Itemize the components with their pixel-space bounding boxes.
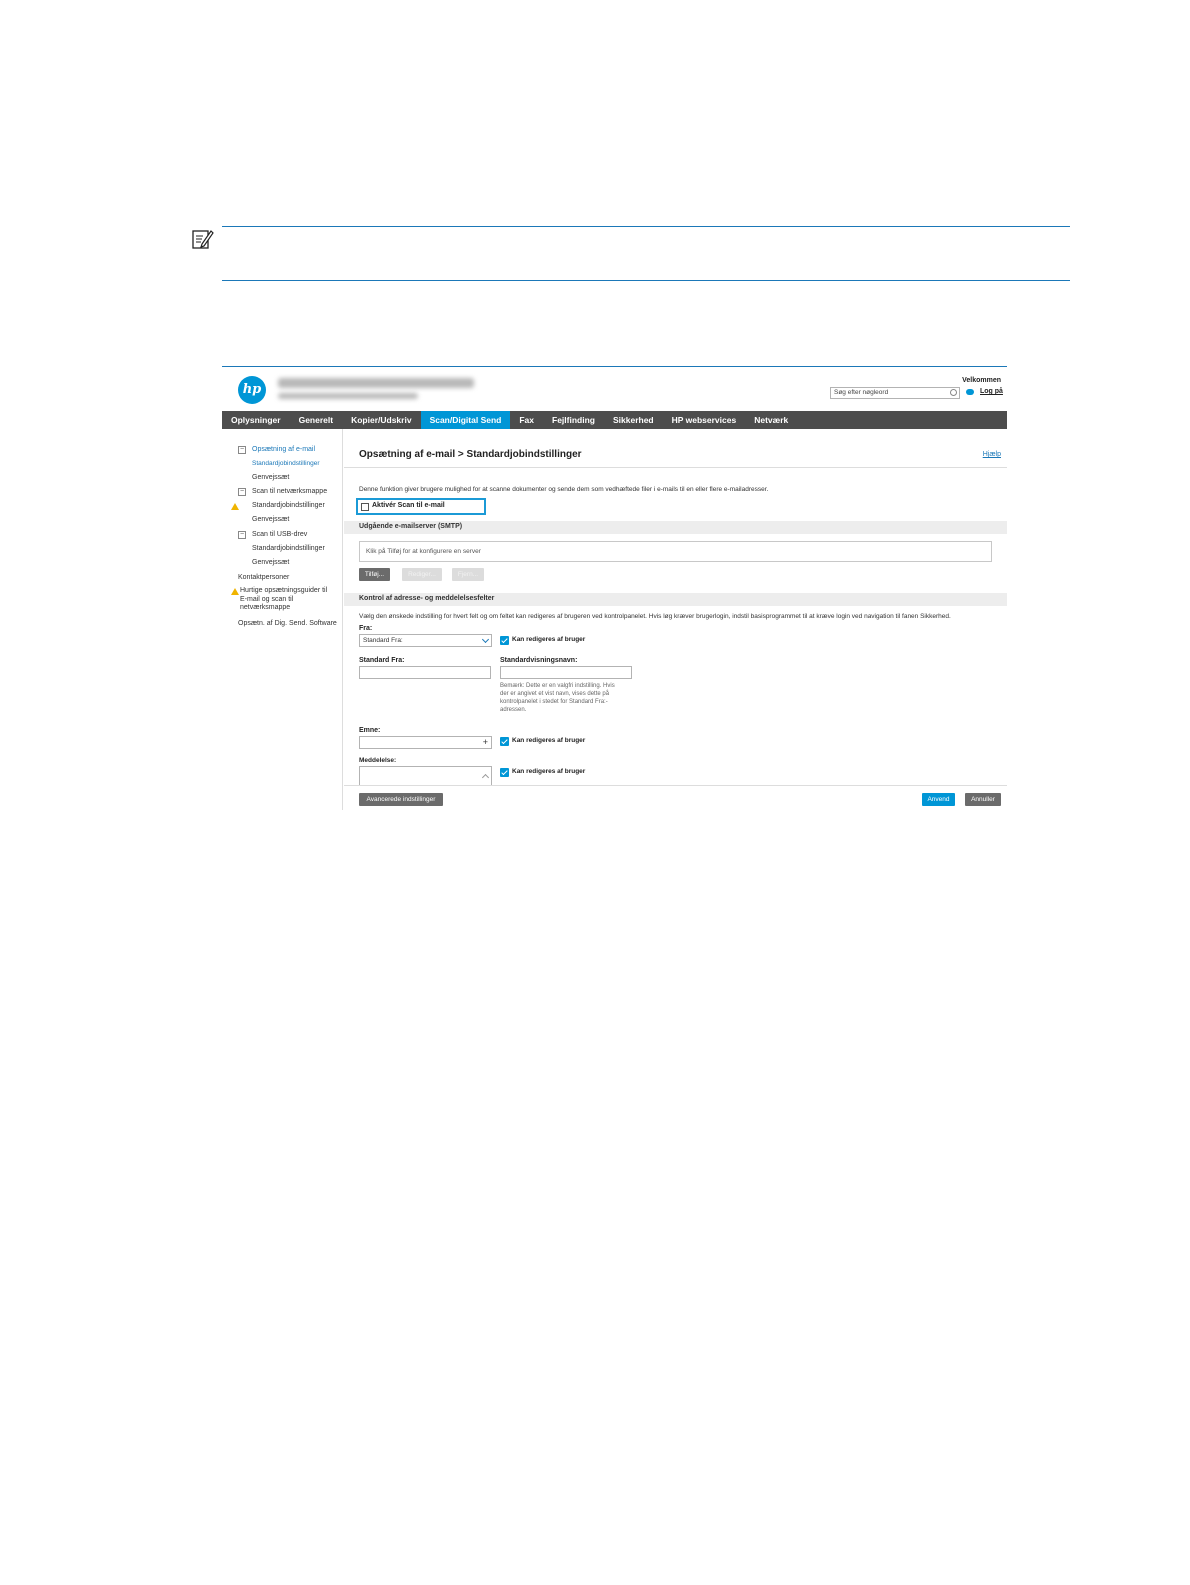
warning-icon	[231, 588, 239, 595]
smtp-server-list[interactable]	[359, 541, 992, 562]
collapse-icon[interactable]: −	[239, 488, 245, 495]
default-from-input[interactable]	[359, 666, 491, 679]
login-link[interactable]: Log på	[980, 388, 1003, 395]
message-label: Meddelelse:	[359, 757, 397, 764]
blurred-printer-info	[278, 393, 418, 399]
tab-oplysninger[interactable]: Oplysninger	[231, 415, 281, 425]
note-bottom-rule	[222, 280, 1070, 281]
collapse-icon[interactable]: −	[239, 531, 245, 538]
display-name-input[interactable]	[500, 666, 632, 679]
tab-fax[interactable]: Fax	[519, 415, 535, 425]
tab-sikkerhed[interactable]: Sikkerhed	[612, 415, 654, 425]
subject-editable-checkbox[interactable]	[500, 737, 509, 746]
description-text: Denne funktion giver brugere mulighed for at scanne dokumenter og sende dem som vedhæftede filer i e-mails til en eller flere e-mailadresser.	[359, 486, 769, 493]
advanced-settings-button[interactable]: Avancerede indstillinger	[359, 793, 443, 806]
chevron-up-icon	[482, 774, 489, 781]
message-editable-checkbox[interactable]	[500, 768, 509, 777]
edit-server-button[interactable]: Rediger...	[402, 568, 442, 581]
tab-scan-digital-send[interactable]: Scan/Digital Send	[421, 411, 511, 429]
plus-icon[interactable]: +	[482, 737, 488, 747]
search-icon[interactable]	[950, 389, 957, 396]
display-name-note-line1: Bemærk: Dette er en valgfri indstilling. Hvis	[500, 683, 615, 689]
subject-input[interactable]	[359, 736, 492, 749]
main-nav	[222, 411, 1007, 429]
sidebar-item-email-setup[interactable]: Opsætning af e-mail	[252, 446, 316, 453]
page-title: Opsætning af e-mail > Standardjobindstillinger	[359, 449, 582, 460]
from-label: Fra:	[359, 625, 373, 632]
from-editable-label: Kan redigeres af bruger	[512, 636, 586, 643]
tab-hp-webservices[interactable]: HP webservices	[671, 415, 737, 425]
sidebar-item-usb[interactable]: Scan til USB-drev	[252, 531, 308, 538]
sidebar-item-digital-send-software[interactable]: Opsætn. af Dig. Send. Software	[238, 620, 337, 627]
from-select[interactable]: Standard Fra:	[359, 634, 492, 647]
note-icon	[192, 228, 214, 250]
control-section-label: Kontrol af adresse- og meddelelsesfelter	[359, 595, 495, 602]
hp-logo: hp	[238, 376, 266, 404]
tab-kopier-udskriv[interactable]: Kopier/Udskriv	[351, 415, 412, 425]
display-name-label: Standardvisningsnavn:	[500, 657, 578, 664]
subject-editable-label: Kan redigeres af bruger	[512, 737, 586, 744]
display-name-note-line4: adressen.	[500, 707, 527, 713]
sidebar-item-usb-shortcuts[interactable]: Genvejssæt	[252, 559, 290, 566]
chevron-down-icon	[482, 636, 489, 643]
message-textarea[interactable]	[359, 766, 492, 786]
title-divider	[344, 467, 1007, 468]
remove-server-button[interactable]: Fjern...	[452, 568, 484, 581]
control-section-header	[344, 593, 1007, 606]
tab-generelt[interactable]: Generelt	[298, 415, 334, 425]
default-from-label: Standard Fra:	[359, 657, 405, 664]
enable-scan-to-email-highlight	[356, 498, 486, 515]
sidebar-item-usb-default[interactable]: Standardjobindstillinger	[252, 545, 325, 552]
help-link[interactable]: Hjælp	[982, 451, 1001, 458]
collapse-icon[interactable]: −	[239, 446, 245, 453]
sidebar-item-quick-setup-line2[interactable]: E-mail og scan til	[240, 596, 294, 603]
apply-button[interactable]: Anvend	[922, 793, 955, 806]
from-editable-checkbox[interactable]	[500, 636, 509, 645]
welcome-text: Velkommen	[962, 377, 1001, 384]
tab-fejlfinding[interactable]: Fejlfinding	[552, 415, 595, 425]
control-description: Vælg den ønskede indstilling for hvert felt og om feltet kan redigeres af brugeren ved kontrolpanelet. Hvis løg kræver brugerlogin, indstil basisprogrammet til at kræve login ved navigation til fanen Sikkerhed.	[359, 613, 951, 620]
chat-icon[interactable]	[966, 389, 974, 395]
sidebar-item-quick-setup[interactable]: Hurtige opsætningsguider til	[240, 587, 328, 594]
sidebar-item-email-default[interactable]: Standardjobindstillinger	[252, 460, 320, 467]
main-content	[344, 429, 1007, 810]
enable-scan-to-email-checkbox[interactable]	[361, 503, 369, 511]
enable-scan-to-email-label: Aktivér Scan til e-mail	[372, 502, 445, 509]
smtp-section-header	[344, 521, 1007, 534]
search-input[interactable]: Søg efter nøgleord	[830, 387, 960, 399]
subject-label: Emne:	[359, 727, 381, 734]
message-editable-label: Kan redigeres af bruger	[512, 768, 586, 775]
tab-netvaerk[interactable]: Netværk	[754, 415, 789, 425]
sidebar-item-quick-setup-line3[interactable]: netværksmappe	[240, 604, 291, 611]
smtp-section-label: Udgående e-mailserver (SMTP)	[359, 523, 463, 530]
footer-divider	[344, 785, 1007, 786]
add-server-button[interactable]: Tilføj...	[359, 568, 390, 581]
cancel-button[interactable]: Annuller	[965, 793, 1001, 806]
sidebar-item-email-shortcuts[interactable]: Genvejssæt	[252, 474, 290, 481]
display-name-note-line2: der er angivet et vist navn, vises dette på	[500, 691, 610, 697]
sidebar	[222, 429, 343, 810]
display-name-note-line3: kontrolpanelet i stedet for Standard Fra:-	[500, 699, 608, 705]
sidebar-item-contacts[interactable]: Kontaktpersoner	[238, 574, 290, 581]
ews-screenshot	[222, 366, 1007, 810]
blurred-printer-name	[278, 378, 474, 388]
note-top-rule	[222, 226, 1070, 227]
warning-icon	[231, 503, 239, 510]
sidebar-item-folder-shortcuts[interactable]: Genvejssæt	[252, 516, 290, 523]
sidebar-item-network-folder[interactable]: Scan til netværksmappe	[252, 488, 328, 495]
screenshot-top-rule	[222, 366, 1007, 367]
sidebar-item-folder-default[interactable]: Standardjobindstillinger	[252, 502, 325, 509]
smtp-empty-text: Klik på Tilføj for at konfigurere en server	[366, 548, 481, 555]
